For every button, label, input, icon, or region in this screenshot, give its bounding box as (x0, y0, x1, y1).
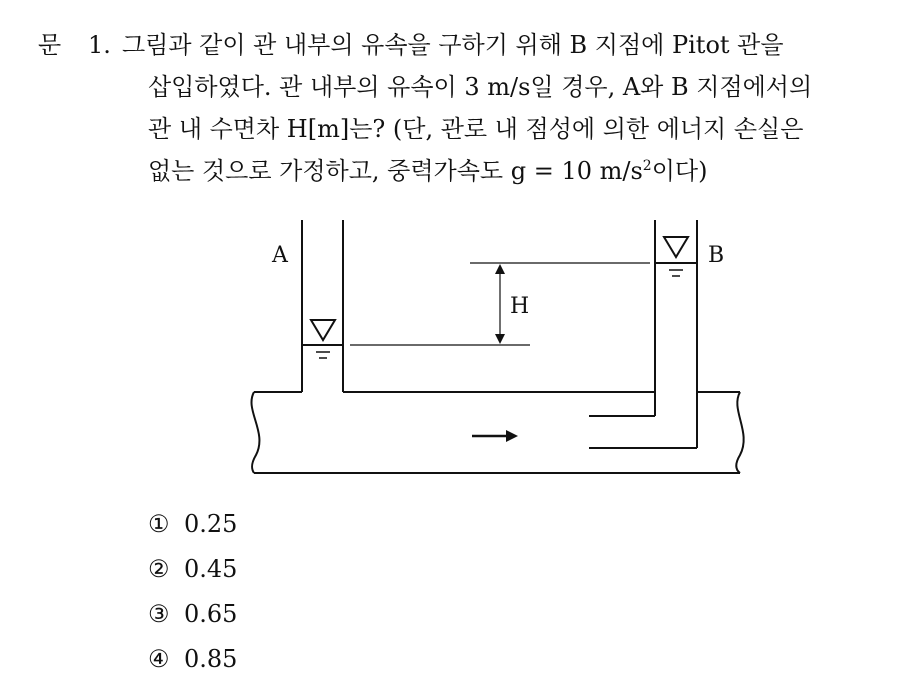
question-text (122, 24, 882, 192)
question-number: 1. (88, 31, 111, 59)
answer-choices (148, 502, 237, 682)
flow-arrow-icon (506, 430, 518, 442)
choice-3-value: 0.65 (184, 600, 238, 628)
pipe-break-right (736, 392, 743, 473)
choice-1-value: 0.25 (184, 510, 238, 538)
choice-2-value: 0.45 (184, 555, 238, 583)
choice-4-value: 0.85 (184, 645, 238, 673)
choice-2-mark: ② (148, 555, 170, 583)
question-line-4-text: 없는 것으로 가정하고, 중력가속도 g = 10 m/s (148, 157, 643, 185)
water-surface-b-icon (664, 237, 688, 257)
question-line-1: 그림과 같이 관 내부의 유속을 구하기 위해 B 지점에 Pitot 관을 (122, 31, 784, 59)
choice-1-mark: ① (148, 510, 170, 538)
pipe-figure-svg (240, 210, 760, 485)
question-line-4-tail: 이다) (651, 157, 708, 185)
h-arrow-down-icon (495, 334, 505, 344)
choice-3[interactable] (148, 592, 237, 637)
choice-4[interactable] (148, 637, 237, 682)
question-line-2: 삽입하였다. 관 내부의 유속이 3 m/s일 경우, A와 B 지점에서의 (148, 73, 813, 101)
pitot-tube-diagram (240, 210, 760, 485)
h-arrow-up-icon (495, 264, 505, 274)
pipe-break-left (251, 392, 259, 473)
label-b: B (708, 243, 725, 268)
choice-1[interactable] (148, 502, 237, 547)
question-header (38, 24, 124, 66)
superscript-exponent: 2 (642, 158, 652, 174)
question-line-3: 관 내 수면차 H[m]는? (단, 관로 내 점성에 의한 에너지 손실은 (148, 115, 804, 143)
water-surface-a-icon (311, 320, 335, 340)
choice-2[interactable] (148, 547, 237, 592)
question-prefix: 문 (38, 31, 62, 59)
label-a: A (272, 243, 288, 268)
choice-4-mark: ④ (148, 645, 170, 673)
choice-3-mark: ③ (148, 600, 170, 628)
question-line-4 (122, 150, 882, 192)
label-h: H (510, 294, 530, 319)
